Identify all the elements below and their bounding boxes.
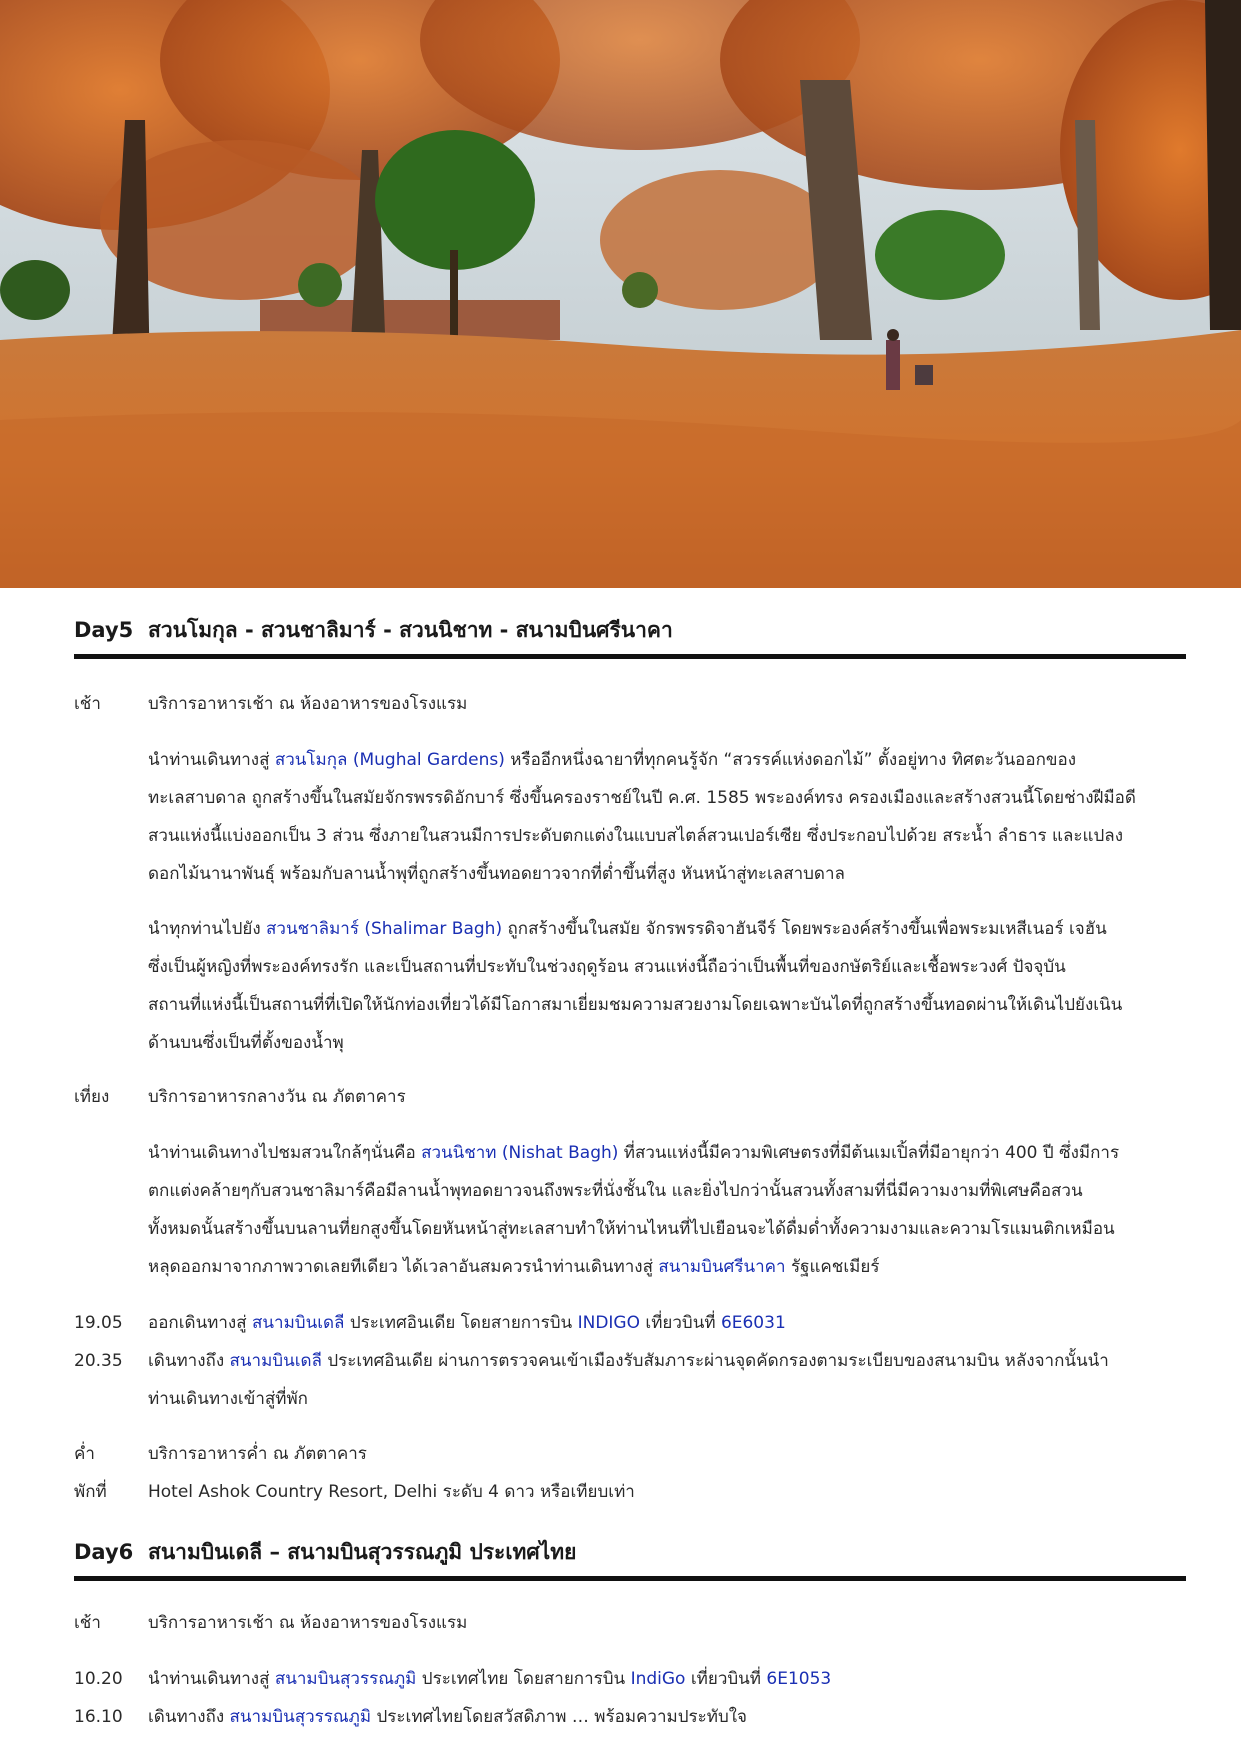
- text-segment: ที่สวนแห่งนี้มีความพิเศษตรงที่มีต้นเมเปิ้ลที่มีอายุกว่า 400 ปี ซึ่งมีการ: [618, 1143, 1120, 1163]
- highlight-place: สวนชาลิมาร์ (Shalimar Bagh): [266, 919, 503, 939]
- day6-header: [74, 1537, 1186, 1581]
- flight-text: [148, 1699, 1188, 1736]
- paragraph-line: ดอกไม้นานาพันธุ์ พร้อมกับลานน้ำพุที่ถูกสร้างขึ้นทอดยาวจากที่ต่ำขึ้นที่สูง หันหน้าสู่ทะเลสาบดาล: [148, 864, 845, 884]
- day6-title: [74, 1537, 1186, 1567]
- time-label: 16.10: [74, 1707, 123, 1727]
- text-segment: รัฐแคชเมียร์: [785, 1257, 880, 1277]
- highlight-place: สนามบินสุวรรณภูมิ: [229, 1707, 372, 1727]
- highlight-flight-number: 6E6031: [720, 1313, 786, 1333]
- paragraph-line: ทะเลสาบดาล ถูกสร้างขึ้นในสมัยจักรพรรดิอักบาร์ ซึ่งขึ้นครองราชย์ในปี ค.ศ. 1585 พระองค์ทรง ครองเมืองและสร้างสวนนี้โดยช่างฝีมือดี: [148, 788, 1136, 808]
- text-segment: ออกเดินทางสู่: [148, 1313, 253, 1333]
- meal-label: เช้า: [74, 1613, 101, 1633]
- paragraph-line: [148, 1248, 1180, 1286]
- highlight-place: สนามบินเดลี: [252, 1313, 345, 1333]
- highlight-place: สนามบินศรีนาคา: [658, 1257, 786, 1277]
- day6-divider: [74, 1576, 1186, 1581]
- paragraph-line: ตกแต่งคล้ายๆกับสวนชาลิมาร์คือมีลานน้ำพุทอดยาวจนถึงพระที่นั่งชั้นใน และยิ่งไปกว่านั้นสวนทั้งสามที่นี่มีความงามที่พิเศษคือสวน: [148, 1181, 1083, 1201]
- flight-text: [148, 1661, 1188, 1698]
- time-label: 10.20: [74, 1669, 123, 1689]
- text-segment: นำท่านเดินทางสู่: [148, 750, 275, 770]
- paragraph-line: [148, 1134, 1180, 1172]
- highlight-place: สวนโมกุล (Mughal Gardens): [274, 750, 505, 770]
- day5-route: สวนโมกุล - สวนชาลิมาร์ - สวนนิชาท - สนามบินศรีนาคา: [148, 618, 673, 642]
- text-segment: ประเทศไทยโดยสวัสดิภาพ … พร้อมความประทับใจ: [371, 1707, 748, 1727]
- day5-title: [74, 615, 1186, 645]
- meal-text: บริการอาหารกลางวัน ณ ภัตตาคาร: [148, 1087, 406, 1107]
- flight-text: ท่านเดินทางเข้าสู่ที่พัก: [148, 1389, 308, 1409]
- text-segment: ประเทศอินเดีย โดยสายการบิน: [344, 1313, 578, 1333]
- text-segment: หรืออีกหนึ่งฉายาที่ทุกคนรู้จัก “สวรรค์แห่งดอกไม้” ตั้งอยู่ทาง ทิศตะวันออกของ: [504, 750, 1077, 770]
- text-segment: นำทุกท่านไปยัง: [148, 919, 267, 939]
- paragraph-line: สวนแห่งนี้แบ่งออกเป็น 3 ส่วน ซึ่งภายในสวนมีการประดับตกแต่งในแบบสไตล์สวนเปอร์เซีย ซึ่งประกอบไปด้วย สระน้ำ ลำธาร และแปลง: [148, 826, 1124, 846]
- meal-label: เช้า: [74, 694, 101, 714]
- mughal-paragraph: [148, 741, 1180, 893]
- day5-divider: [74, 654, 1186, 659]
- paragraph-line: [148, 910, 1180, 948]
- text-segment: เดินทางถึง: [148, 1707, 230, 1727]
- highlight-flight-number: 6E1053: [766, 1669, 832, 1689]
- text-segment: ประเทศไทย โดยสายการบิน: [416, 1669, 631, 1689]
- paragraph-line: ซึ่งเป็นผู้หญิงที่พระองค์ทรงรัก และเป็นสถานที่ประทับในช่วงฤดูร้อน สวนแห่งนี้ถือว่าเป็นพื้นที่ของกษัตริย์และเชื้อพระวงศ์ ปัจจุบัน: [148, 957, 1066, 977]
- text-segment: ถูกสร้างขึ้นในสมัย จักรพรรดิจาฮันจีร์ โดยพระองค์สร้างขึ้นเพื่อพระมเหสีเนอร์ เจฮัน: [502, 919, 1107, 939]
- text-segment: เที่ยวบินที่: [639, 1313, 721, 1333]
- highlight-airline: IndiGo: [630, 1669, 686, 1689]
- highlight-place: สนามบินสุวรรณภูมิ: [274, 1669, 417, 1689]
- meal-label: ค่ำ: [74, 1444, 95, 1464]
- flight-text: [148, 1343, 1188, 1380]
- highlight-place: สนามบินเดลี: [229, 1351, 322, 1371]
- day5-number: Day5: [74, 618, 134, 642]
- shalimar-paragraph: [148, 910, 1180, 1062]
- paragraph-line: ทั้งหมดนั้นสร้างขึ้นบนลานที่ยกสูงขึ้นโดยหันหน้าสู่ทะเลสาบทำให้ท่านไหนที่ไปเยือนจะได้ดื่มด่ำทั้งความงามและความโรแมนติกเหมือน: [148, 1219, 1115, 1239]
- meal-text: บริการอาหารค่ำ ณ ภัตตาคาร: [148, 1444, 367, 1464]
- highlight-place: สวนนิชาท (Nishat Bagh): [421, 1143, 619, 1163]
- text-segment: นำท่านเดินทางสู่: [148, 1669, 275, 1689]
- text-segment: เที่ยวบินที่: [685, 1669, 767, 1689]
- day6-number: Day6: [74, 1540, 134, 1564]
- hotel-text: Hotel Ashok Country Resort, Delhi ระดับ 4 ดาว หรือเทียบเท่า: [148, 1482, 635, 1502]
- text-segment: หลุดออกมาจากภาพวาดเลยทีเดียว ได้เวลาอันสมควรนำท่านเดินทางสู่: [148, 1257, 659, 1277]
- meal-text: บริการอาหารเช้า ณ ห้องอาหารของโรงแรม: [148, 694, 468, 714]
- day5-header: [74, 615, 1186, 659]
- text-segment: เดินทางถึง: [148, 1351, 230, 1371]
- time-label: 20.35: [74, 1351, 123, 1371]
- text-segment: นำท่านเดินทางไปชมสวนใกล้ๆนั่นคือ: [148, 1143, 422, 1163]
- highlight-airline: INDIGO: [577, 1313, 640, 1333]
- meal-label: เที่ยง: [74, 1087, 110, 1107]
- paragraph-line: [148, 741, 1180, 779]
- hotel-label: พักที่: [74, 1482, 107, 1502]
- meal-text: บริการอาหารเช้า ณ ห้องอาหารของโรงแรม: [148, 1613, 468, 1633]
- autumn-garden-photo: [0, 0, 1241, 588]
- paragraph-line: สถานที่แห่งนี้เป็นสถานที่ที่เปิดให้นักท่องเที่ยวได้มีโอกาสมาเยี่ยมชมความสวยงามโดยเฉพาะบันไดที่ถูกสร้างขึ้นทอดผ่านให้เดินไปยังเนิน: [148, 995, 1123, 1015]
- flight-text: [148, 1305, 1188, 1342]
- time-label: 19.05: [74, 1313, 123, 1333]
- paragraph-line: ด้านบนซึ่งเป็นที่ตั้งของน้ำพุ: [148, 1033, 344, 1053]
- text-segment: ประเทศอินเดีย ผ่านการตรวจคนเข้าเมืองรับสัมภาระผ่านจุดคัดกรองตามระเบียบของสนามบิน หลังจากนั้นนำ: [321, 1351, 1109, 1371]
- nishat-paragraph: [148, 1134, 1180, 1286]
- day6-route: สนามบินเดลี – สนามบินสุวรรณภูมิ ประเทศไทย: [148, 1540, 577, 1564]
